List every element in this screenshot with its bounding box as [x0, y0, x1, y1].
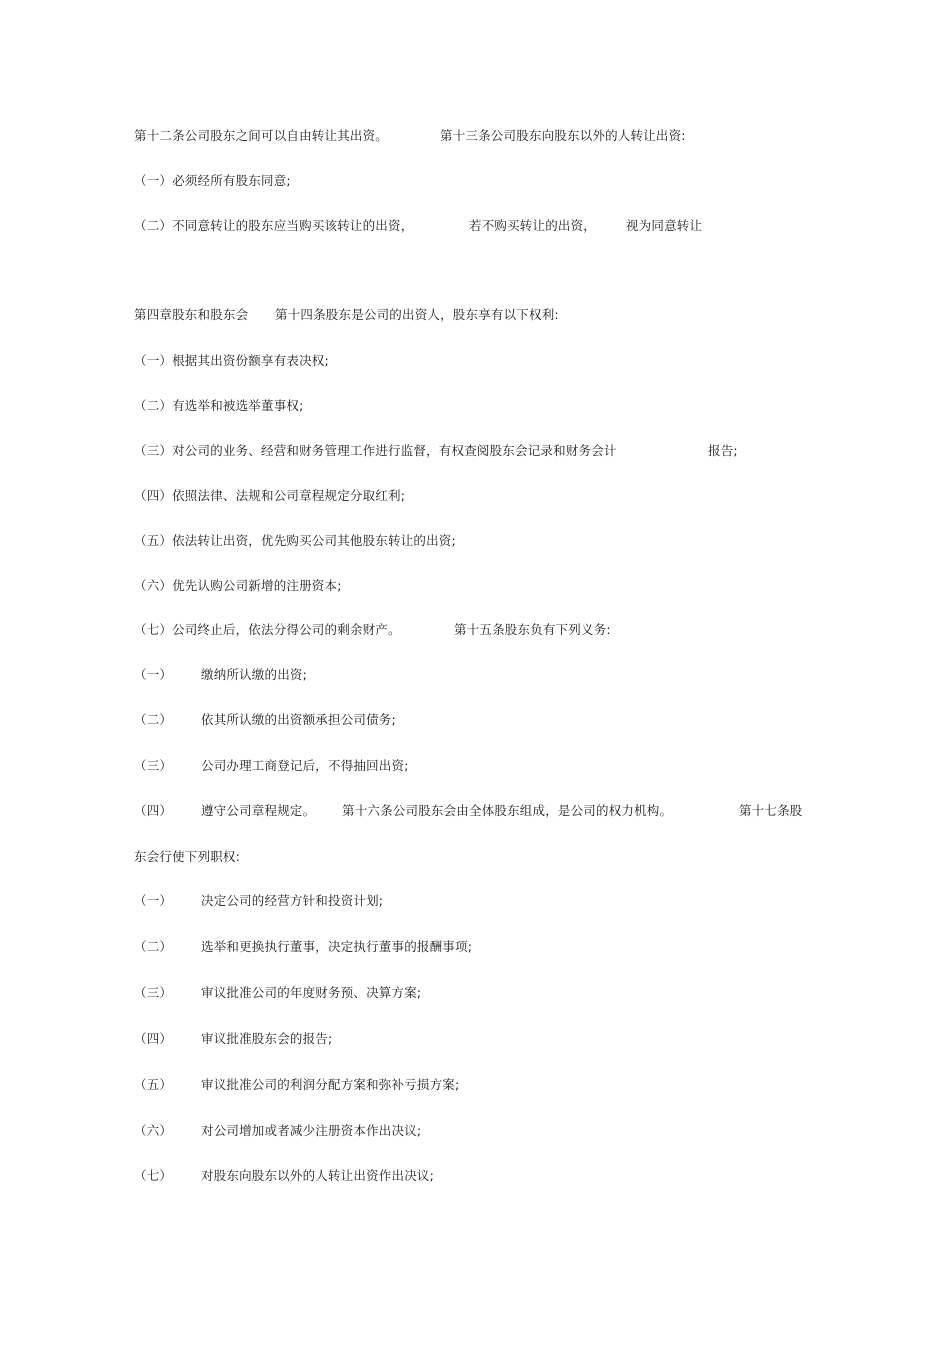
- list-item-number: （一）: [134, 667, 173, 682]
- list-item: 依其所认缴的出资额承担公司债务;: [201, 712, 396, 727]
- list-item: 缴纳所认缴的出资;: [201, 667, 308, 682]
- list-item: 对股东向股东以外的人转让出资作出决议;: [201, 1168, 435, 1183]
- list-item: 审议批准公司的年度财务预、决算方案;: [201, 985, 422, 1000]
- list-item-number: （五）: [134, 1077, 173, 1092]
- list-item-number: （四）: [134, 803, 173, 818]
- list-item-continuation: 视为同意转让: [626, 218, 703, 233]
- list-item: （一）根据其出资份额享有表决权;: [134, 353, 329, 368]
- list-item-number: （六）: [134, 1123, 173, 1138]
- list-item-number: （七）: [134, 1168, 173, 1183]
- article-12-text: 第十二条公司股东之间可以自由转让其出资。: [134, 128, 389, 143]
- chapter-4-heading: 第四章股东和股东会: [134, 307, 249, 322]
- list-item-continuation: 若不购买转让的出资，: [469, 218, 597, 233]
- list-item-number: （二）: [134, 939, 173, 954]
- list-item: 选举和更换执行董事，决定执行董事的报酬事项;: [201, 939, 473, 954]
- article-14-text: 第十四条股东是公司的出资人，股东享有以下权利:: [275, 307, 559, 322]
- list-item: 审议批准股东会的报告;: [201, 1031, 333, 1046]
- list-item-number: （三）: [134, 985, 173, 1000]
- list-item-number: （四）: [134, 1031, 173, 1046]
- list-item: （五）依法转让出资，优先购买公司其他股东转让的出资;: [134, 533, 456, 548]
- list-item: （七）公司终止后，依法分得公司的剩余财产。: [134, 622, 401, 637]
- list-item: （三）对公司的业务、经营和财务管理工作进行监督，有权查阅股东会记录和财务会计: [134, 443, 617, 458]
- list-item-continuation: 报告;: [708, 443, 738, 458]
- article-17-text: 第十七条股: [739, 803, 803, 818]
- list-item-number: （三）: [134, 758, 173, 773]
- article-16-text: 第十六条公司股东会由全体股东组成，是公司的权力机构。: [342, 803, 673, 818]
- list-item: 对公司增加或者减少注册资本作出决议;: [201, 1123, 422, 1138]
- list-item: 公司办理工商登记后，不得抽回出资;: [201, 758, 409, 773]
- list-item-number: （二）: [134, 712, 173, 727]
- list-item: （二）有选举和被选举董事权;: [134, 398, 304, 413]
- list-item: （六）优先认购公司新增的注册资本;: [134, 578, 342, 593]
- list-item: （四）依照法律、法规和公司章程规定分取红利;: [134, 488, 406, 503]
- article-17-continuation: 东会行使下列职权:: [134, 849, 241, 864]
- list-item: （二）不同意转让的股东应当购买该转让的出资，: [134, 218, 414, 233]
- list-item-number: （一）: [134, 893, 173, 908]
- list-item: 决定公司的经营方针和投资计划;: [201, 893, 384, 908]
- list-item: 遵守公司章程规定。: [201, 803, 316, 818]
- article-15-text: 第十五条股东负有下列义务:: [454, 622, 611, 637]
- list-item: （一）必须经所有股东同意;: [134, 173, 291, 188]
- article-13-text: 第十三条公司股东向股东以外的人转让出资:: [440, 128, 686, 143]
- list-item: 审议批准公司的利润分配方案和弥补亏损方案;: [201, 1077, 460, 1092]
